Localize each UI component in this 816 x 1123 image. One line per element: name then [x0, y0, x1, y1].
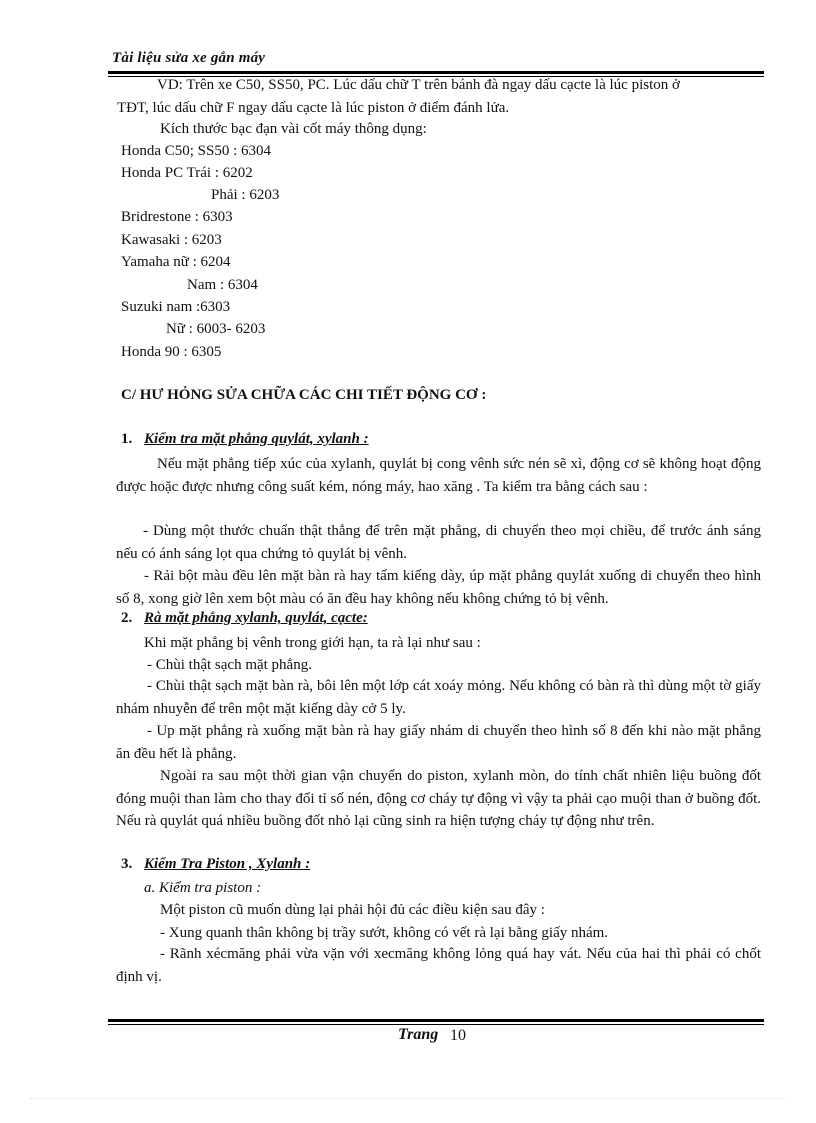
item-number: 1.: [121, 431, 133, 447]
document-header-title: Tài liệu sửa xe gắn máy: [112, 50, 266, 66]
text-line: Khi mặt phẳng bị vênh trong giới hạn, ta rà lại như sau :: [144, 635, 481, 651]
item-title: Kiểm Tra Piston , Xylanh :: [144, 856, 311, 872]
text-line: - Chùi thật sạch mặt phẳng.: [147, 657, 312, 673]
bearing-item: Bridrestone : 6303: [121, 209, 233, 225]
intro-line-2: TĐT, lúc dấu chữ F ngay dấu cạcte là lúc piston ở điểm đánh lửa.: [117, 100, 510, 116]
paragraph: Nếu mặt phẳng tiếp xúc của xylanh, quylát bị cong vênh sức nén sẽ xì, động cơ sẽ không hoạt động được hoặc được nhưng công suất kém, nóng máy, hao xăng . Ta kiểm tra bằng cách sau :: [116, 456, 761, 495]
page-number: 10: [450, 1027, 466, 1044]
header-rule-thick: [108, 71, 764, 74]
bearing-item: Honda 90 : 6305: [121, 344, 222, 360]
paragraph: - Up mặt phẳng rà xuống mặt bàn rà hay giấy nhám di chuyển theo hình số 8 đến khi nào mặt phẳng ăn đều hết là phẳng.: [116, 723, 761, 762]
bearing-item: Suzuki nam :6303: [121, 299, 231, 315]
bearing-item: Nam : 6304: [187, 277, 258, 293]
paragraph: Ngoài ra sau một thời gian vận chuyển do piston, xylanh mòn, do tính chất nhiên liệu buồng đốt đóng muội than làm cho thay đổi tỉ số nén, động cơ cháy tự động vì vậy ta phải cạo muội than ở buồng đốt. Nếu rà quylát quá nhiều buồng đốt nhỏ lại cũng sinh ra hiện tượng cháy tự động như trên.: [116, 768, 761, 829]
item-number: 3.: [121, 856, 133, 872]
sub-heading: a. Kiểm tra piston :: [144, 880, 262, 896]
paragraph: - Dùng một thước chuẩn thật thẳng để trên mặt phẳng, di chuyển theo mọi chiều, để trước ánh sáng nếu có ánh sáng lọt qua chứng tỏ quylát bị vênh.: [116, 523, 761, 562]
bearing-item: Kawasaki : 6203: [121, 232, 222, 248]
item-title: Kiểm tra mặt phẳng quylát, xylanh :: [144, 431, 369, 447]
paragraph: - Rải bột màu đều lên mặt bàn rà hay tấm kiếng dày, úp mặt phẳng quylát xuống di chuyển theo hình số 8, xong giờ lên xem bột màu có ăn đều hay không nếu không chứng tỏ bị vênh.: [116, 568, 761, 607]
bearing-item: Honda PC Trái : 6202: [121, 165, 253, 181]
item-title: Rà mặt phẳng xylanh, quylát, cạcte:: [144, 610, 368, 626]
item-number: 2.: [121, 610, 133, 626]
text-line: - Xung quanh thân không bị trầy sướt, không có vết rà lại bằng giấy nhám.: [160, 925, 609, 941]
bearing-item: Honda C50; SS50 : 6304: [121, 143, 272, 159]
paragraph: - Chùi thật sạch mặt bàn rà, bôi lên một lớp cát xoáy mỏng. Nếu không có bàn rà thì dùng một tờ giấy nhám nhuyễn để trên một mặt kiếng dày cở 5 ly.: [116, 678, 761, 717]
bearing-item: Nữ : 6003- 6203: [166, 321, 266, 337]
footer-rule-thin: [108, 1024, 764, 1025]
intro-line-1: VD: Trên xe C50, SS50, PC. Lúc dấu chữ T trên bánh đà ngay dấu cạcte là lúc piston ở: [157, 77, 680, 93]
bearing-item: Yamaha nữ : 6204: [121, 254, 231, 270]
bearing-item: Phải : 6203: [211, 187, 280, 203]
footer-rule-thick: [108, 1019, 764, 1022]
page-label: Trang: [398, 1026, 439, 1043]
paragraph: - Rãnh xécmăng phải vừa vặn với xecmăng không lỏng quá hay vát. Nếu của hai thì phải có chốt định vị.: [116, 946, 761, 985]
text-line: Một piston cũ muốn dùng lại phải hội đủ các điều kiện sau đây :: [160, 902, 545, 918]
intro-line-3: Kích thước bạc đạn vài cốt máy thông dụng:: [160, 121, 427, 137]
page-edge-divider: [30, 1098, 786, 1099]
section-heading: C/ HƯ HỎNG SỬA CHỮA CÁC CHI TIẾT ĐỘNG CƠ :: [121, 387, 487, 403]
